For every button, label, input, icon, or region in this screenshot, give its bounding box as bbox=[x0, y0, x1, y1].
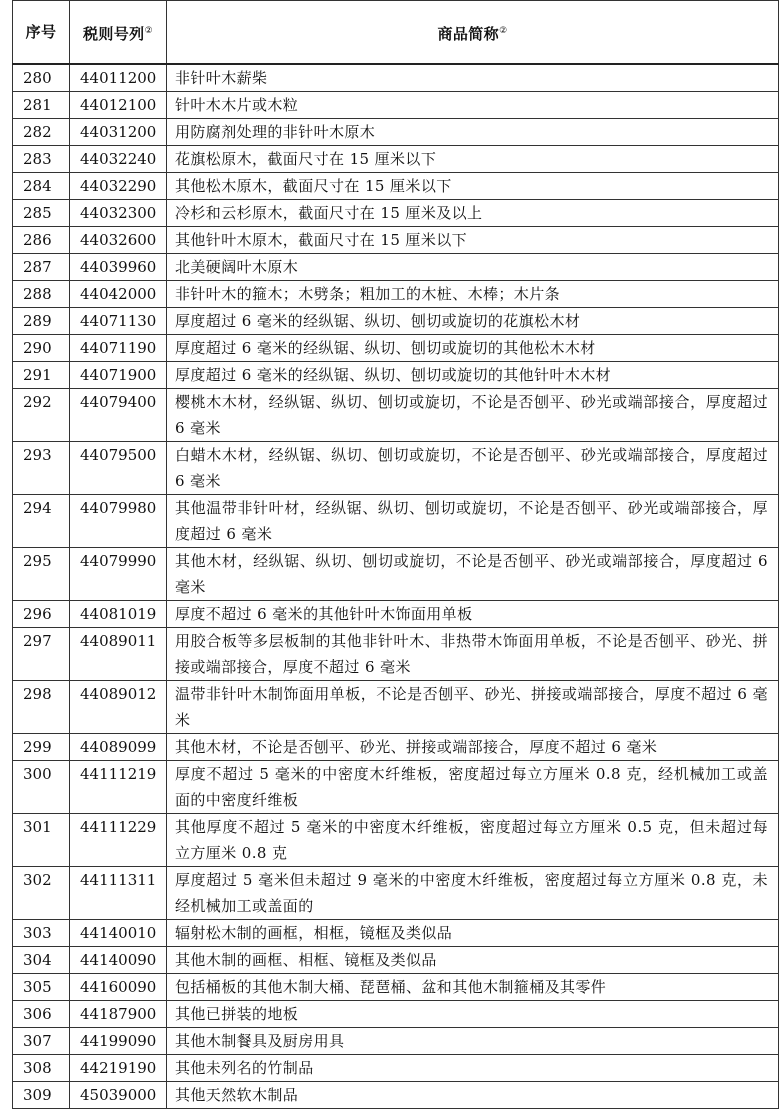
row-name: 厚度超过 6 毫米的经纵锯、纵切、刨切或旋切的其他针叶木木材 bbox=[167, 362, 779, 389]
row-code: 44079990 bbox=[70, 548, 167, 601]
row-name: 北美硬阔叶木原木 bbox=[167, 254, 779, 281]
row-code: 44140010 bbox=[70, 920, 167, 947]
row-seq: 283 bbox=[13, 146, 70, 173]
row-seq: 290 bbox=[13, 335, 70, 362]
row-name: 其他松木原木，截面尺寸在 15 厘米以下 bbox=[167, 173, 779, 200]
row-seq: 308 bbox=[13, 1055, 70, 1082]
row-code: 44031200 bbox=[70, 119, 167, 146]
row-name: 针叶木木片或木粒 bbox=[167, 92, 779, 119]
table-row bbox=[13, 308, 779, 335]
row-seq: 284 bbox=[13, 173, 70, 200]
row-name: 其他木制的画框、相框、镜框及类似品 bbox=[167, 947, 779, 974]
table-row bbox=[13, 601, 779, 628]
header-seq bbox=[13, 1, 70, 65]
row-seq: 297 bbox=[13, 628, 70, 681]
row-code: 44071130 bbox=[70, 308, 167, 335]
row-seq: 304 bbox=[13, 947, 70, 974]
row-code: 44187900 bbox=[70, 1001, 167, 1028]
row-seq: 285 bbox=[13, 200, 70, 227]
row-name: 温带非针叶木制饰面用单板，不论是否刨平、砂光、拼接或端部接合，厚度不超过 6 毫米 bbox=[167, 681, 779, 734]
row-seq: 280 bbox=[13, 64, 70, 92]
row-seq: 281 bbox=[13, 92, 70, 119]
row-code: 44012100 bbox=[70, 92, 167, 119]
header-code-footnote: ② bbox=[144, 25, 154, 36]
row-name: 包括桶板的其他木制大桶、琵琶桶、盆和其他木制箍桶及其零件 bbox=[167, 974, 779, 1001]
table-row bbox=[13, 200, 779, 227]
table-row bbox=[13, 1082, 779, 1109]
table-row bbox=[13, 362, 779, 389]
table-row bbox=[13, 495, 779, 548]
row-name: 厚度不超过 5 毫米的中密度木纤维板，密度超过每立方厘米 0.8 克，经机械加工或盖面的中密度纤维板 bbox=[167, 761, 779, 814]
table-row bbox=[13, 92, 779, 119]
row-seq: 286 bbox=[13, 227, 70, 254]
row-code: 44160090 bbox=[70, 974, 167, 1001]
row-seq: 301 bbox=[13, 814, 70, 867]
row-seq: 302 bbox=[13, 867, 70, 920]
row-code: 44079500 bbox=[70, 442, 167, 495]
row-seq: 306 bbox=[13, 1001, 70, 1028]
row-code: 44140090 bbox=[70, 947, 167, 974]
header-name-footnote: ② bbox=[499, 25, 508, 36]
row-name: 其他厚度不超过 5 毫米的中密度木纤维板，密度超过每立方厘米 0.5 克，但未超过每立方厘米 0.8 克 bbox=[167, 814, 779, 867]
row-code: 44111229 bbox=[70, 814, 167, 867]
row-name: 其他已拼装的地板 bbox=[167, 1001, 779, 1028]
row-name: 厚度超过 6 毫米的经纵锯、纵切、刨切或旋切的花旗松木材 bbox=[167, 308, 779, 335]
row-name: 厚度超过 6 毫米的经纵锯、纵切、刨切或旋切的其他松木木材 bbox=[167, 335, 779, 362]
row-code: 44032600 bbox=[70, 227, 167, 254]
row-name: 其他木制餐具及厨房用具 bbox=[167, 1028, 779, 1055]
header-code-label: 税则号列 bbox=[82, 24, 145, 43]
table-row bbox=[13, 335, 779, 362]
table-row bbox=[13, 734, 779, 761]
row-code: 44032240 bbox=[70, 146, 167, 173]
table-row bbox=[13, 681, 779, 734]
row-seq: 303 bbox=[13, 920, 70, 947]
row-name: 白蜡木木材，经纵锯、纵切、刨切或旋切，不论是否刨平、砂光或端部接合，厚度超过 6 毫米 bbox=[167, 442, 779, 495]
row-code: 44071900 bbox=[70, 362, 167, 389]
row-name: 非针叶木薪柴 bbox=[167, 64, 779, 92]
table-row bbox=[13, 628, 779, 681]
row-code: 44032290 bbox=[70, 173, 167, 200]
row-seq: 287 bbox=[13, 254, 70, 281]
row-name: 其他未列名的竹制品 bbox=[167, 1055, 779, 1082]
row-name: 其他木材，经纵锯、纵切、刨切或旋切，不论是否刨平、砂光或端部接合，厚度超过 6 毫米 bbox=[167, 548, 779, 601]
row-code: 44089012 bbox=[70, 681, 167, 734]
table-row bbox=[13, 227, 779, 254]
row-seq: 294 bbox=[13, 495, 70, 548]
row-seq: 292 bbox=[13, 389, 70, 442]
row-code: 44079980 bbox=[70, 495, 167, 548]
table-row bbox=[13, 64, 779, 92]
table-header bbox=[13, 1, 779, 65]
table-body bbox=[13, 64, 779, 1109]
row-code: 44111219 bbox=[70, 761, 167, 814]
row-name: 其他木材，不论是否刨平、砂光、拼接或端部接合，厚度不超过 6 毫米 bbox=[167, 734, 779, 761]
table-row bbox=[13, 442, 779, 495]
row-name: 用防腐剂处理的非针叶木原木 bbox=[167, 119, 779, 146]
row-name: 其他针叶木原木，截面尺寸在 15 厘米以下 bbox=[167, 227, 779, 254]
row-seq: 291 bbox=[13, 362, 70, 389]
row-code: 44081019 bbox=[70, 601, 167, 628]
row-seq: 298 bbox=[13, 681, 70, 734]
row-code: 44089011 bbox=[70, 628, 167, 681]
row-code: 44199090 bbox=[70, 1028, 167, 1055]
row-code: 44032300 bbox=[70, 200, 167, 227]
row-code: 44042000 bbox=[70, 281, 167, 308]
header-name-label: 商品简称 bbox=[437, 24, 500, 43]
table-row bbox=[13, 146, 779, 173]
row-seq: 295 bbox=[13, 548, 70, 601]
table-row bbox=[13, 920, 779, 947]
tariff-table bbox=[12, 0, 779, 1109]
row-code: 44219190 bbox=[70, 1055, 167, 1082]
row-name: 冷杉和云杉原木，截面尺寸在 15 厘米及以上 bbox=[167, 200, 779, 227]
row-seq: 288 bbox=[13, 281, 70, 308]
table-row bbox=[13, 254, 779, 281]
row-seq: 305 bbox=[13, 974, 70, 1001]
row-name: 辐射松木制的画框，相框，镜框及类似品 bbox=[167, 920, 779, 947]
table-row bbox=[13, 173, 779, 200]
row-seq: 289 bbox=[13, 308, 70, 335]
row-code: 44071190 bbox=[70, 335, 167, 362]
table-row bbox=[13, 947, 779, 974]
row-seq: 300 bbox=[13, 761, 70, 814]
table-row bbox=[13, 867, 779, 920]
table-row bbox=[13, 974, 779, 1001]
row-name: 厚度不超过 6 毫米的其他针叶木饰面用单板 bbox=[167, 601, 779, 628]
row-name: 樱桃木木材，经纵锯、纵切、刨切或旋切，不论是否刨平、砂光或端部接合，厚度超过 6 毫米 bbox=[167, 389, 779, 442]
row-name: 其他温带非针叶材，经纵锯、纵切、刨切或旋切，不论是否刨平、砂光或端部接合，厚度超过 6 毫米 bbox=[167, 495, 779, 548]
table-row bbox=[13, 1055, 779, 1082]
row-code: 44011200 bbox=[70, 64, 167, 92]
row-seq: 307 bbox=[13, 1028, 70, 1055]
row-code: 44039960 bbox=[70, 254, 167, 281]
row-name: 其他天然软木制品 bbox=[167, 1082, 779, 1109]
table-row bbox=[13, 761, 779, 814]
row-code: 44079400 bbox=[70, 389, 167, 442]
table-row bbox=[13, 1001, 779, 1028]
row-code: 45039000 bbox=[70, 1082, 167, 1109]
row-seq: 299 bbox=[13, 734, 70, 761]
table-row bbox=[13, 281, 779, 308]
row-seq: 296 bbox=[13, 601, 70, 628]
header-code bbox=[70, 1, 167, 65]
row-seq: 282 bbox=[13, 119, 70, 146]
row-name: 非针叶木的箍木；木劈条；粗加工的木桩、木棒；木片条 bbox=[167, 281, 779, 308]
table-row bbox=[13, 1028, 779, 1055]
row-name: 厚度超过 5 毫米但未超过 9 毫米的中密度木纤维板，密度超过每立方厘米 0.8 克，未经机械加工或盖面的 bbox=[167, 867, 779, 920]
row-name: 用胶合板等多层板制的其他非针叶木、非热带木饰面用单板，不论是否刨平、砂光、拼接或端部接合，厚度不超过 6 毫米 bbox=[167, 628, 779, 681]
row-seq: 309 bbox=[13, 1082, 70, 1109]
header-name bbox=[167, 1, 779, 65]
row-seq: 293 bbox=[13, 442, 70, 495]
row-name: 花旗松原木，截面尺寸在 15 厘米以下 bbox=[167, 146, 779, 173]
row-code: 44111311 bbox=[70, 867, 167, 920]
table-row bbox=[13, 119, 779, 146]
table-row bbox=[13, 548, 779, 601]
header-seq-label: 序号 bbox=[25, 23, 57, 41]
table-row bbox=[13, 389, 779, 442]
row-code: 44089099 bbox=[70, 734, 167, 761]
table-row bbox=[13, 814, 779, 867]
